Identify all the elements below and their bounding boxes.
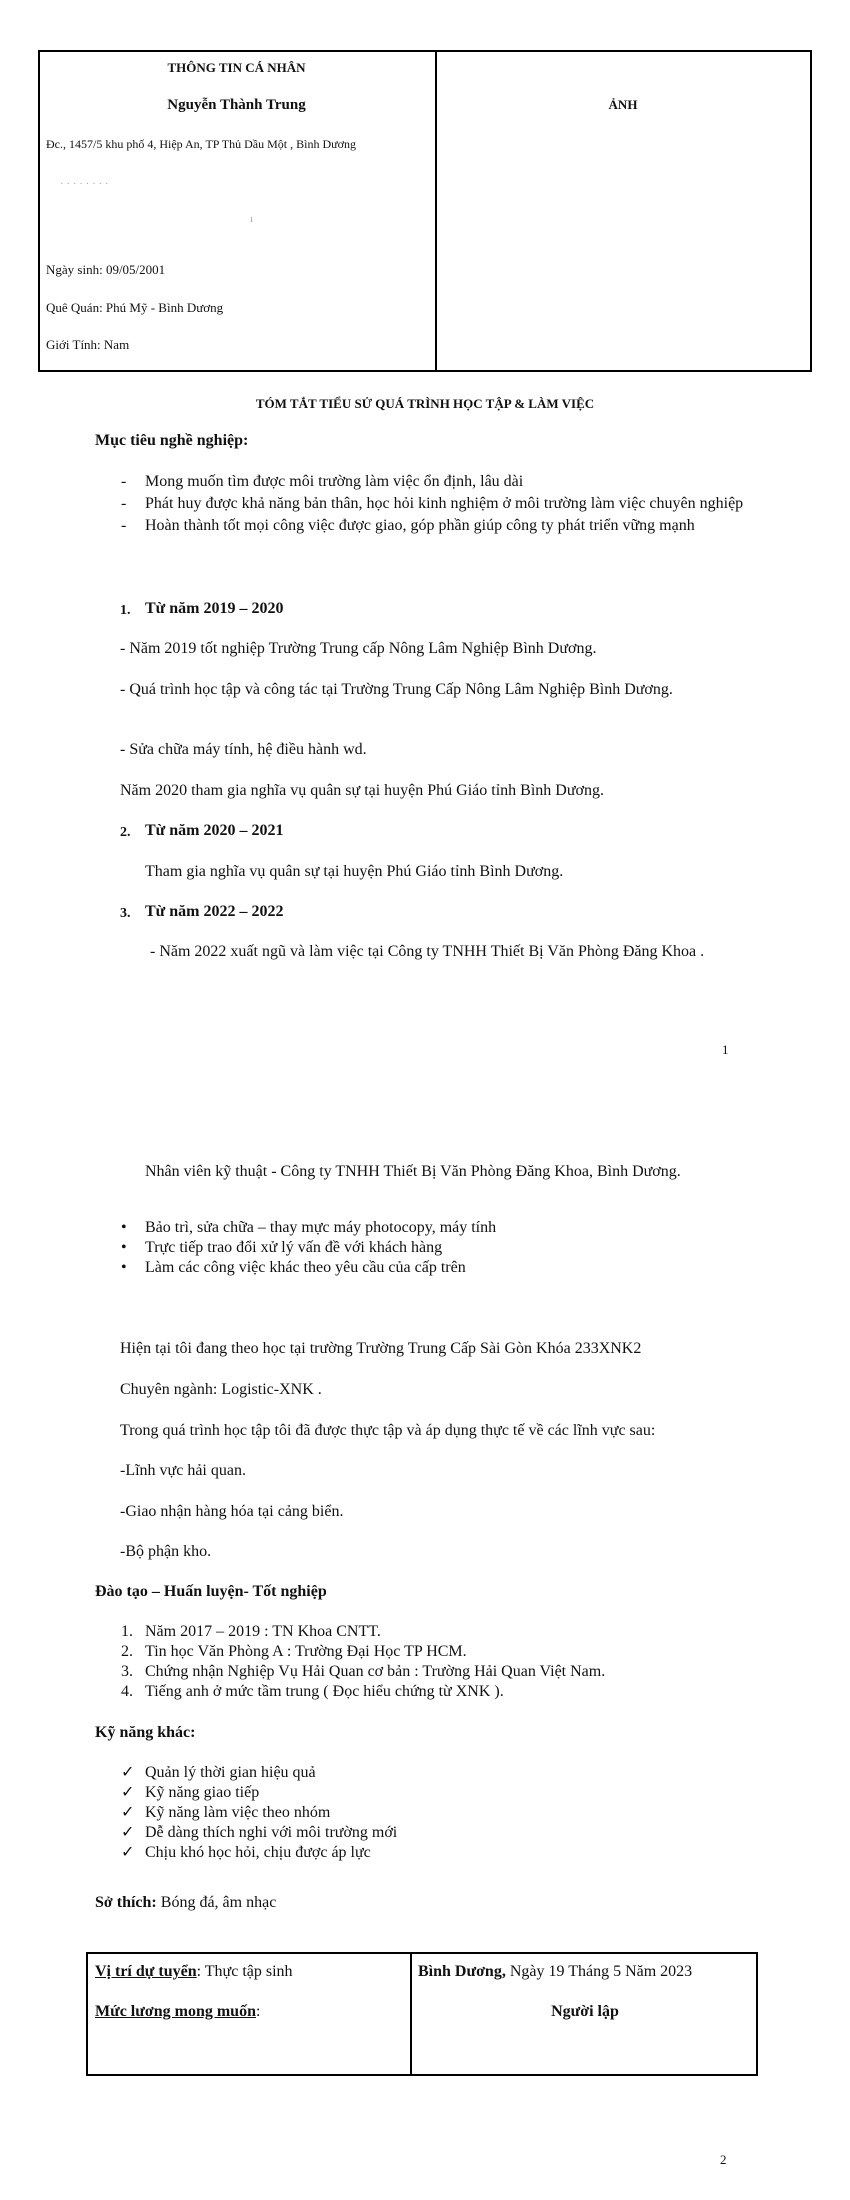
check-icon: ✓ [121, 1804, 135, 1821]
list-item: - Phát huy được khả năng bản thân, học hỏi kinh nghiệm ở môi trường làm việc chuyên nghiệp [121, 495, 744, 512]
redacted-mark: ı [250, 213, 254, 225]
list-item: ✓ Quản lý thời gian hiệu quả [121, 1764, 316, 1781]
skills-list [121, 1763, 745, 1863]
redacted-line: · · · · · · · · [60, 178, 109, 190]
list-item: 4. Tiếng anh ở mức tầm trung ( Đọc hiểu chứng từ XNK ). [121, 1683, 504, 1700]
position-value: : Thực tập sinh [196, 1963, 293, 1980]
period-1-line-4: Năm 2020 tham gia nghĩa vụ quân sự tại huyện Phú Giáo tỉnh Bình Dương. [120, 782, 604, 799]
full-name: Nguyễn Thành Trung [167, 97, 306, 113]
training-list [121, 1622, 785, 1702]
period-2-number: 2. [120, 825, 131, 840]
address: Đc., 1457/5 khu phố 4, Hiệp An, TP Thủ Dầu Một , Bình Dương [46, 137, 356, 151]
career-goal-list [121, 472, 745, 536]
period-1-line-3: - Sửa chữa máy tính, hệ điều hành wd. [120, 741, 367, 758]
photo-placeholder: ẢNH [608, 97, 638, 112]
career-goal-heading: Mục tiêu nghề nghiệp: [95, 432, 249, 449]
study-line-3: Trong quá trình học tập tôi đã được thực tập và áp dụng thực tế về các lĩnh vực sau: [120, 1422, 656, 1439]
list-item: ✓ Kỹ năng làm việc theo nhóm [121, 1804, 331, 1821]
skills-heading: Kỹ năng khác: [95, 1724, 196, 1741]
page-number-1: 1 [722, 1042, 729, 1057]
list-item: • Trực tiếp trao đổi xử lý vấn đề với khách hàng [121, 1239, 443, 1256]
list-item: • Làm các công việc khác theo yêu cầu của cấp trên [121, 1259, 466, 1276]
summary-title: TÓM TẮT TIỂU SỬ QUÁ TRÌNH HỌC TẬP & LÀM VIỆC [255, 396, 595, 411]
period-3-title: Từ năm 2022 – 2022 [145, 903, 284, 920]
list-item: • Bảo trì, sửa chữa – thay mực máy photocopy, máy tính [121, 1219, 497, 1236]
signing-place: Bình Dương, [418, 1963, 506, 1980]
period-1-line-1: - Năm 2019 tốt nghiệp Trường Trung cấp Nông Lâm Nghiệp Bình Dương. [120, 640, 597, 657]
study-line-6: -Bộ phận kho. [120, 1543, 212, 1560]
hobbies-label: Sở thích: [95, 1894, 157, 1911]
salary-field: Mức lương mong muốn: [95, 2003, 261, 2020]
list-item: - Hoàn thành tốt mọi công việc được giao, góp phần giúp công ty phát triển vững mạnh [121, 517, 695, 534]
period-2-title: Từ năm 2020 – 2021 [145, 822, 284, 839]
study-line-4: -Lĩnh vực hải quan. [120, 1462, 246, 1479]
study-line-5: -Giao nhận hàng hóa tại cảng biển. [120, 1503, 344, 1520]
hometown: Quê Quán: Phú Mỹ - Bình Dương [46, 300, 224, 315]
signing-date: Bình Dương, Ngày 19 Tháng 5 Năm 2023 [418, 1963, 693, 1980]
period-2-line-1: Tham gia nghĩa vụ quân sự tại huyện Phú Giáo tỉnh Bình Dương. [145, 863, 564, 880]
gender: Giới Tính: Nam [46, 337, 130, 352]
list-item: - Mong muốn tìm được môi trường làm việc ổn định, lâu dài [121, 473, 524, 490]
position-label: Vị trí dự tuyển [95, 1963, 197, 1980]
training-heading: Đào tạo – Huấn luyện- Tốt nghiệp [95, 1583, 327, 1600]
page-number-2: 2 [720, 2152, 727, 2167]
period-1-line-2: - Quá trình học tập và công tác tại Trường Trung Cấp Nông Lâm Nghiệp Bình Dương. [120, 681, 673, 698]
hobbies [95, 1894, 276, 1912]
job-title: Nhân viên kỹ thuật - Công ty TNHH Thiết Bị Văn Phòng Đăng Khoa, Bình Dương. [145, 1163, 681, 1180]
salary-label: Mức lương mong muốn [95, 2003, 256, 2020]
list-item: ✓ Chịu khó học hỏi, chịu được áp lực [121, 1844, 371, 1861]
check-icon: ✓ [121, 1844, 135, 1861]
signer-label: Người lập [551, 2003, 619, 2020]
list-item: 1. Năm 2017 – 2019 : TN Khoa CNTT. [121, 1623, 381, 1640]
job-duties-list [121, 1218, 745, 1278]
period-1-number: 1. [120, 603, 131, 618]
hobbies-value: Bóng đá, âm nhạc [156, 1894, 277, 1911]
date-of-birth: Ngày sinh: 09/05/2001 [46, 262, 166, 277]
list-item: 2. Tin học Văn Phòng A : Trường Đại Học TP HCM. [121, 1643, 467, 1660]
position-field [95, 1963, 405, 1981]
check-icon: ✓ [121, 1824, 135, 1841]
list-item: ✓ Kỹ năng giao tiếp [121, 1784, 260, 1801]
check-icon: ✓ [121, 1784, 135, 1801]
study-line-1: Hiện tại tôi đang theo học tại trường Trường Trung Cấp Sài Gòn Khóa 233XNK2 [120, 1340, 642, 1357]
period-1-title: Từ năm 2019 – 2020 [145, 600, 284, 617]
check-icon: ✓ [121, 1764, 135, 1781]
list-item: 3. Chứng nhận Nghiệp Vụ Hải Quan cơ bản : Trường Hải Quan Việt Nam. [121, 1663, 606, 1680]
study-line-2: Chuyên ngành: Logistic-XNK . [120, 1381, 322, 1398]
list-item: ✓ Dễ dàng thích nghi với môi trường mới [121, 1824, 398, 1841]
period-3-number: 3. [120, 906, 131, 921]
period-3-line-1: - Năm 2022 xuất ngũ và làm việc tại Công ty TNHH Thiết Bị Văn Phòng Đăng Khoa . [150, 943, 705, 960]
personal-info-heading: THÔNG TIN CÁ NHÂN [167, 60, 306, 75]
